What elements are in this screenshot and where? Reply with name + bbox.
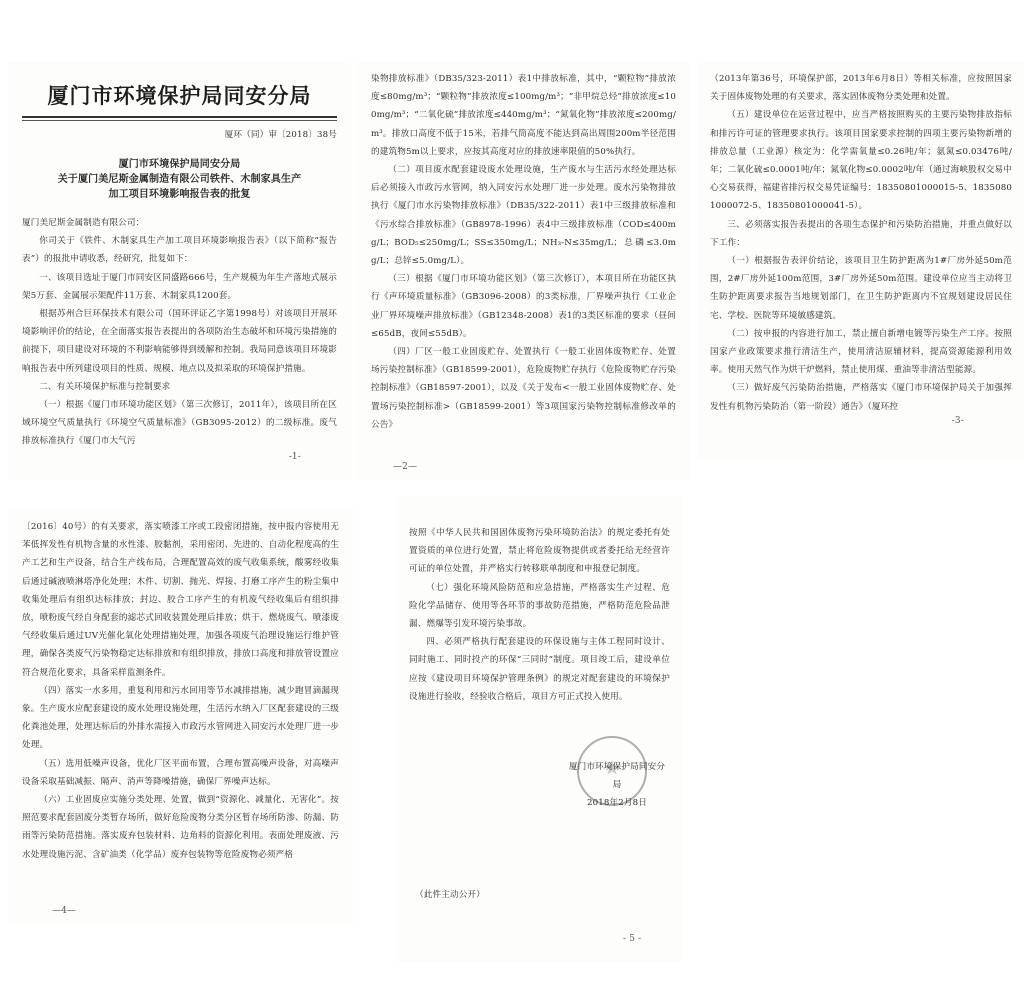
paragraph: （二）项目废水配套建设废水处理设施，生产废水与生活污水经处理达标后必须接入市政污水管网，纳入同安污水处理厂进一步处理。废水污染物排放执行《厦门市水污染物排放标准》（DB35/322-2011）表1中三级排放标准和《污水综合排放标准》（GB8978-1996）表4中三级排放标准（COD≤400mg/L；BOD₅≤250mg/L；SS≤350mg/L；NH₃-N≤35mg/L；总磷≤3.0mg/L；总锌≤5.0mg/L）。 [371, 165, 676, 267]
document-page-5 [397, 496, 682, 962]
section-heading: 二、有关环境保护标准与控制要求 [39, 381, 171, 392]
page-number: - 5 - [623, 933, 642, 944]
title-line: 关于厦门美尼斯金属制造有限公司铁件、木制家具生产 [57, 174, 302, 185]
document-page-3 [698, 62, 1024, 460]
title-line: 加工项目环境影响报告表的批复 [108, 189, 251, 200]
page-number: -3- [951, 415, 964, 426]
paragraph: （四）厂区一般工业固废贮存、处置执行《一般工业固体废物贮存、处置场污染控制标准》（GB18599-2001），危险废物贮存执行《危险废物贮存污染控制标准》（GB18597-2001），以及《关于发布<一般工业固体废物贮存、处置场污染控制标准>（GB18599-2001）等3项国家污染物控制标准修改单的公告》 [371, 347, 676, 430]
paragraph: 一、该项目选址于厦门市同安区同盛路666号，生产规模为年生产落地式展示架5万套、金属展示架配件11万套、木制家具1200套。 [22, 272, 337, 301]
document-page-1 [8, 62, 351, 480]
addressee: 厦门美尼斯金属制造有限公司： [22, 218, 145, 228]
header-rule-thick [22, 116, 337, 118]
title-line: 厦门市环境保护局同安分局 [118, 159, 241, 170]
paragraph: 染物排放标准》（DB35/323-2011）表1中排放标准，其中，“颗粒物”排放浓度≤80mg/m³；“颗粒物”排放浓度≤100mg/m³；“非甲烷总烃”排放浓度≤100mg/m³；“二氧化硫”排放浓度≤440mg/m³；“氮氧化物”排放浓度≤200mg/m³。排放口高度不低于15米，若排气筒高度不能达到高出周围200m半径范围的建筑物5m以上要求，应按其高度对应的排放速率限值的50%执行。 [371, 74, 676, 157]
paragraph: 〔2016〕40号）的有关要求，落实喷漆工序或工段密闭措施，按申报内容使用无苯低挥发性有机物含量的水性漆、胶黏剂，采用密闭、先进的、自动化程度高的生产工艺和生产设备，结合生产线布局，合理配置高效的废气收集系统，酸雾经收集后通过碱液喷淋塔净化处理；木件、切割、抛光、焊接、打磨工序产生的粉尘集中收集处理后有组织达标排放；封边、胶合工序产生的有机废气经收集后有组织排放，喷粉废气经自身配套的滤芯式回收装置处理后排放；烘干、燃烧废气、喷漆废气经收集后通过UV光催化氧化处理措施处理，加强各项废气治理设施运行维护管理，确保各类废气污染物稳定达标排放和有组织排放，排放口高度和排放管设置应符合规范化要求，具备采样监测条件。 [22, 522, 339, 678]
paragraph: （二）按申报的内容进行加工，禁止擅自新增电镀等污染生产工序。按照国家产业政策要求推行清洁生产，使用清洁原辅材料，提高资源能源利用效率。使用天然气作为烘干炉燃料，禁止使用煤、重油等非清洁型能源。 [710, 328, 1012, 376]
paragraph: 四、必须严格执行配套建设的环保设施与主体工程同时设计、同时施工、同时投产的环保“三同时”制度。项目竣工后，建设单位应按《建设项目环境保护管理条例》的规定对配套建设的环境保护设施进行验收，经验收合格后，项目方可正式投入使用。 [409, 637, 670, 702]
paragraph: （六）工业固废应实施分类处理、处置，做到“资源化、减量化、无害化”。按照范要求配套固废分类暂存场所，做好危险废物分类分区暂存场所防渗、防漏、防雨等污染防范措施。落实废弃包装材料、边角料的资源化利用。表面处理废液、污水处理设施污泥、含矿油类（化学品）废弃包装物等危险废物必须严格 [22, 795, 339, 860]
paragraph: 按照《中华人民共和国固体废物污染环境防治法》的规定委托有处置资质的单位进行处置，禁止将危险废物提供或者委托给无经营许可证的单位处置，并严格实行转移联单制度和申报登记制度。 [409, 528, 670, 575]
page-number: -1- [288, 451, 301, 462]
header-rule-thin [22, 120, 337, 121]
agency-header: 厦门市环境保护局同安分局 [47, 83, 312, 108]
paragraph: （四）落实一水多用，重复利用和污水回用等节水减排措施，减少跑冒滴漏现象。生产废水应配套建设的废水处理设施处理，生活污水纳入厂区配套建设的三级化粪池处理，处理达标后的外排水需接入市政污水管网进入同安污水处理厂进一步处理。 [22, 685, 339, 751]
paragraph: （五）选用低噪声设备，优化厂区平面布置，合理布置高噪声设备，对高噪声设备采取基础减振、隔声、消声等降噪措施，确保厂界噪声达标。 [22, 758, 339, 787]
page-number: —4— [52, 905, 77, 916]
paragraph: （2013年第36号，环境保护部，2013年6月8日）等相关标准，应按照国家关于固体废物处理的有关要求，落实固体废物分类处理和处置。 [710, 74, 1012, 103]
paragraph: 根据苏州合巨环保技术有限公司（国环评证乙字第1998号）对该项目开展环境影响评价的结论，在全面落实报告表提出的各项防治生态破坏和环境污染措施的前提下，项目建设对环境的不利影响能够得到缓解和控制。我局同意该项目环境影响报告表中所列建设项目的性质、规模、地点以及拟采取的环境保护措施。 [22, 309, 337, 374]
document-number: 厦环（同）审〔2018〕38号 [224, 130, 337, 140]
paragraph: （三）根据《厦门市环境功能区划》（第三次修订），本项目所在功能区执行《声环境质量标准》（GB3096-2008）的3类标准，厂界噪声执行《工业企业厂界环境噪声排放标准》（GB12348-2008）表1的3类区标准的要求（昼间≤65dB，夜间≤55dB）。 [371, 274, 676, 339]
signature-date: 2018年2月8日 [587, 798, 647, 808]
section-heading: 三、必须落实报告表提出的各项生态保护和污染防治措施，并重点做好以下工作： [710, 219, 1012, 248]
paragraph: （一）根据《厦门市环境功能区划》（第三次修订，2011年），该项目所在区域环境空气质量执行《环境空气质量标准》（GB3095-2012）的二级标准。废气排放标准执行《厦门市大气污 [22, 400, 337, 447]
paragraph: 你司关于《铁件、木制家具生产加工项目环境影响报告表》（以下简称“报告表”）的报批申请收悉，经研究，批复如下： [22, 236, 337, 265]
document-title [22, 157, 337, 202]
signature-block [567, 758, 667, 812]
paragraph: （三）做好废气污染防治措施，严格落实《厦门市环境保护局关于加强挥发性有机物污染防治（第一阶段）通告》（厦环控 [710, 383, 1012, 412]
page-number: —2— [393, 461, 418, 472]
paragraph: （五）建设单位在运营过程中，应当严格按照购买的主要污染物排放指标和排污许可证的管理要求执行。该项目国家要求控制的四项主要污染物新增的排放总量（工业源）核定为：化学需氧量≤0.26吨/年；氨氮≤0.03476吨/年；二氧化硫≤0.0001吨/年；氮氧化物≤0.0002吨/年（通过海峡股权交易中心交易获得，福建省排污权交易凭证编号：18350801000015-5、18350801000072-5、18350801000041-5）。 [710, 110, 1012, 212]
disclosure-note: （此件主动公开） [415, 890, 485, 900]
document-page-2 [357, 62, 690, 480]
paragraph: （七）强化环境风险防范和应急措施，严格落实生产过程、危险化学品储存、使用等各环节的事故防范措施，严格防范危险品泄漏、燃爆等引发环境污染事故。 [409, 582, 670, 630]
document-page-4 [8, 506, 353, 924]
signature-agency: 厦门市环境保护局同安分局 [568, 762, 666, 790]
paragraph: （一）根据报告表评价结论，该项目卫生防护距离为1#厂房外延50m范围，2#厂房外延100m范围，3#厂房外延50m范围。建设单位应当主动将卫生防护距离要求报告当地规划部门，在卫生防护距离内不宜规划建设居民住宅、学校、医院等环境敏感建筑。 [710, 256, 1012, 321]
